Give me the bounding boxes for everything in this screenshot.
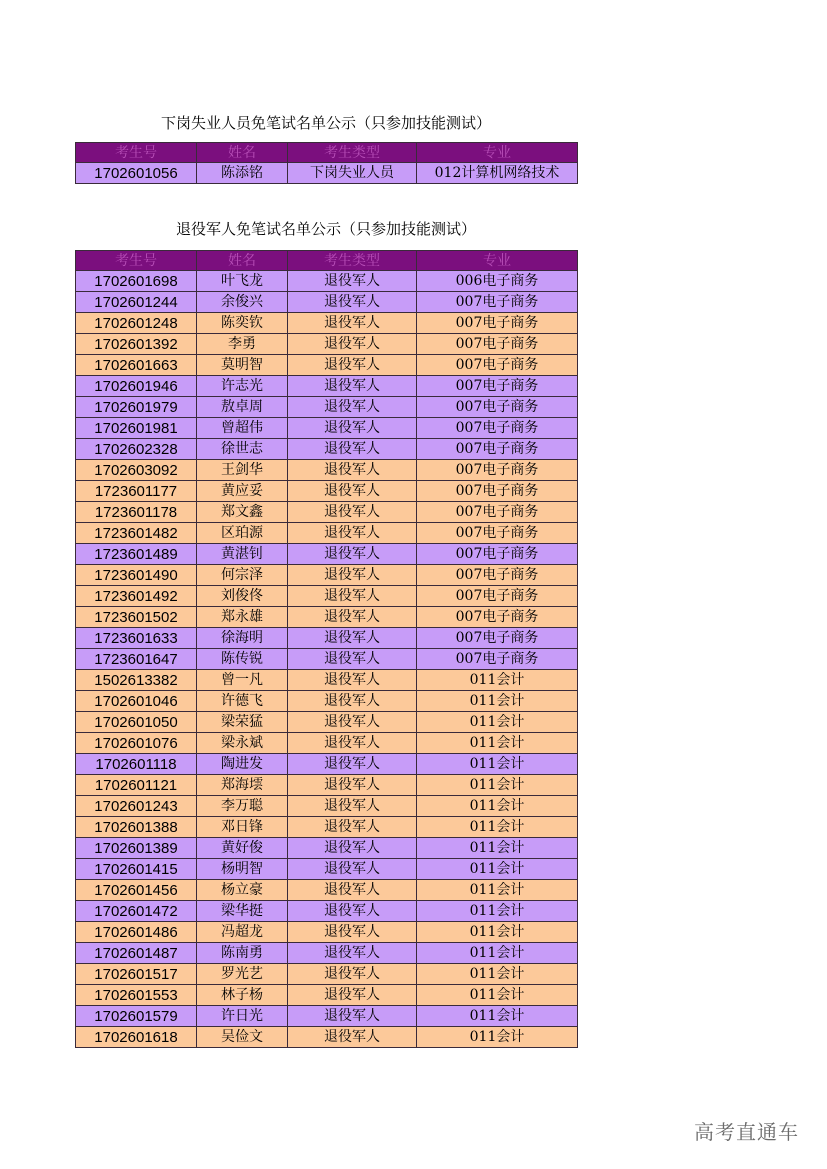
major-cell: 011会计 [417, 1006, 578, 1027]
exam-id-cell: 1702601118 [76, 754, 197, 775]
exam-id-cell: 1723601489 [76, 544, 197, 565]
type-cell: 退役军人 [288, 481, 417, 502]
name-cell: 陈传锐 [197, 649, 288, 670]
name-cell: 郑永雄 [197, 607, 288, 628]
exam-id-cell: 1702601121 [76, 775, 197, 796]
header-type: 考生类型 [288, 143, 417, 163]
major-cell: 011会计 [417, 817, 578, 838]
table-row [76, 1027, 578, 1048]
type-cell: 退役军人 [288, 922, 417, 943]
table-row [76, 712, 578, 733]
type-cell: 退役军人 [288, 586, 417, 607]
name-cell: 邓日锋 [197, 817, 288, 838]
table-row [76, 964, 578, 985]
name-cell: 陈奕钦 [197, 313, 288, 334]
header-major: 专业 [417, 251, 578, 271]
type-cell: 退役军人 [288, 523, 417, 544]
table-row [76, 544, 578, 565]
major-cell: 011会计 [417, 964, 578, 985]
table-row [76, 691, 578, 712]
table-row [76, 418, 578, 439]
name-cell: 许德飞 [197, 691, 288, 712]
name-cell: 郑文鑫 [197, 502, 288, 523]
name-cell: 许志光 [197, 376, 288, 397]
major-cell: 011会计 [417, 838, 578, 859]
header-major: 专业 [417, 143, 578, 163]
exam-id-cell: 1702603092 [76, 460, 197, 481]
type-cell: 退役军人 [288, 901, 417, 922]
major-cell: 011会计 [417, 775, 578, 796]
table-row [76, 313, 578, 334]
type-cell: 退役军人 [288, 838, 417, 859]
type-cell: 退役军人 [288, 796, 417, 817]
exam-id-cell: 1723601647 [76, 649, 197, 670]
name-cell: 曾超伟 [197, 418, 288, 439]
major-cell: 007电子商务 [417, 334, 578, 355]
table-row [76, 1006, 578, 1027]
table-row [76, 796, 578, 817]
section1-title: 下岗失业人员免笔试名单公示（只参加技能测试） [160, 114, 491, 132]
type-cell: 退役军人 [288, 397, 417, 418]
name-cell: 何宗泽 [197, 565, 288, 586]
type-cell: 退役军人 [288, 334, 417, 355]
name-cell: 黄好俊 [197, 838, 288, 859]
name-cell: 莫明智 [197, 355, 288, 376]
table-row [76, 163, 578, 184]
major-cell: 011会计 [417, 880, 578, 901]
table-header-row [76, 251, 578, 271]
exam-id-cell: 1702601663 [76, 355, 197, 376]
exam-id-cell: 1702601456 [76, 880, 197, 901]
major-cell: 007电子商务 [417, 628, 578, 649]
table-row [76, 502, 578, 523]
table-row [76, 460, 578, 481]
veterans-table [75, 250, 578, 1048]
table-row [76, 334, 578, 355]
table-row [76, 271, 578, 292]
type-cell: 退役军人 [288, 355, 417, 376]
exam-id-cell: 1702601046 [76, 691, 197, 712]
name-cell: 叶飞龙 [197, 271, 288, 292]
table-row [76, 523, 578, 544]
name-cell: 徐海明 [197, 628, 288, 649]
major-cell: 011会计 [417, 733, 578, 754]
major-cell: 011会计 [417, 922, 578, 943]
type-cell: 退役军人 [288, 817, 417, 838]
major-cell: 011会计 [417, 985, 578, 1006]
type-cell: 退役军人 [288, 460, 417, 481]
name-cell: 梁华挺 [197, 901, 288, 922]
major-cell: 011会计 [417, 712, 578, 733]
header-exam-id: 考生号 [76, 143, 197, 163]
exam-id-cell: 1702601056 [76, 163, 197, 184]
name-cell: 陶进发 [197, 754, 288, 775]
name-cell: 刘俊佟 [197, 586, 288, 607]
name-cell: 曾一凡 [197, 670, 288, 691]
table-row [76, 355, 578, 376]
header-name: 姓名 [197, 251, 288, 271]
type-cell: 退役军人 [288, 271, 417, 292]
major-cell: 007电子商务 [417, 502, 578, 523]
table-row [76, 922, 578, 943]
table-row [76, 670, 578, 691]
name-cell: 陈添铭 [197, 163, 288, 184]
type-cell: 退役军人 [288, 418, 417, 439]
section2-title: 退役军人免笔试名单公示（只参加技能测试） [175, 220, 476, 238]
table-row [76, 733, 578, 754]
major-cell: 011会计 [417, 859, 578, 880]
major-cell: 007电子商务 [417, 523, 578, 544]
exam-id-cell: 1702601050 [76, 712, 197, 733]
name-cell: 李万聪 [197, 796, 288, 817]
major-cell: 007电子商务 [417, 397, 578, 418]
type-cell: 退役军人 [288, 670, 417, 691]
name-cell: 梁荣猛 [197, 712, 288, 733]
table-header-row [76, 143, 578, 163]
exam-id-cell: 1723601492 [76, 586, 197, 607]
exam-id-cell: 1723601482 [76, 523, 197, 544]
major-cell: 007电子商务 [417, 418, 578, 439]
header-exam-id: 考生号 [76, 251, 197, 271]
major-cell: 007电子商务 [417, 313, 578, 334]
unemployed-table [75, 142, 578, 184]
exam-id-cell: 1502613382 [76, 670, 197, 691]
type-cell: 下岗失业人员 [288, 163, 417, 184]
type-cell: 退役军人 [288, 943, 417, 964]
table-row [76, 376, 578, 397]
name-cell: 王剑华 [197, 460, 288, 481]
exam-id-cell: 1723601178 [76, 502, 197, 523]
type-cell: 退役军人 [288, 985, 417, 1006]
major-cell: 011会计 [417, 796, 578, 817]
major-cell: 007电子商务 [417, 292, 578, 313]
major-cell: 007电子商务 [417, 355, 578, 376]
table-row [76, 985, 578, 1006]
major-cell: 007电子商务 [417, 376, 578, 397]
type-cell: 退役军人 [288, 313, 417, 334]
type-cell: 退役军人 [288, 964, 417, 985]
name-cell: 郑海墵 [197, 775, 288, 796]
exam-id-cell: 1702601486 [76, 922, 197, 943]
exam-id-cell: 1702601517 [76, 964, 197, 985]
type-cell: 退役军人 [288, 733, 417, 754]
major-cell: 011会计 [417, 754, 578, 775]
table-row [76, 565, 578, 586]
major-cell: 011会计 [417, 1027, 578, 1048]
exam-id-cell: 1702601618 [76, 1027, 197, 1048]
name-cell: 许日光 [197, 1006, 288, 1027]
table-row [76, 649, 578, 670]
exam-id-cell: 1702601243 [76, 796, 197, 817]
name-cell: 杨立豪 [197, 880, 288, 901]
name-cell: 余俊兴 [197, 292, 288, 313]
table-row [76, 481, 578, 502]
type-cell: 退役军人 [288, 775, 417, 796]
type-cell: 退役军人 [288, 754, 417, 775]
type-cell: 退役军人 [288, 1027, 417, 1048]
exam-id-cell: 1702601979 [76, 397, 197, 418]
major-cell: 007电子商务 [417, 649, 578, 670]
name-cell: 黄应妥 [197, 481, 288, 502]
type-cell: 退役军人 [288, 544, 417, 565]
major-cell: 007电子商务 [417, 586, 578, 607]
table-row [76, 775, 578, 796]
type-cell: 退役军人 [288, 565, 417, 586]
major-cell: 007电子商务 [417, 460, 578, 481]
table-row [76, 817, 578, 838]
type-cell: 退役军人 [288, 859, 417, 880]
exam-id-cell: 1702601244 [76, 292, 197, 313]
name-cell: 杨明智 [197, 859, 288, 880]
major-cell: 011会计 [417, 901, 578, 922]
type-cell: 退役军人 [288, 880, 417, 901]
type-cell: 退役军人 [288, 292, 417, 313]
watermark: 高考直通车 [694, 1120, 799, 1144]
major-cell: 011会计 [417, 670, 578, 691]
major-cell: 007电子商务 [417, 439, 578, 460]
exam-id-cell: 1702601472 [76, 901, 197, 922]
exam-id-cell: 1702601388 [76, 817, 197, 838]
major-cell: 007电子商务 [417, 481, 578, 502]
name-cell: 陈南勇 [197, 943, 288, 964]
name-cell: 吴俭文 [197, 1027, 288, 1048]
major-cell: 006电子商务 [417, 271, 578, 292]
table-row [76, 859, 578, 880]
type-cell: 退役军人 [288, 607, 417, 628]
type-cell: 退役军人 [288, 1006, 417, 1027]
table-row [76, 754, 578, 775]
type-cell: 退役军人 [288, 628, 417, 649]
name-cell: 黄湛钊 [197, 544, 288, 565]
exam-id-cell: 1702601389 [76, 838, 197, 859]
exam-id-cell: 1723601177 [76, 481, 197, 502]
name-cell: 林子杨 [197, 985, 288, 1006]
major-cell: 007电子商务 [417, 607, 578, 628]
type-cell: 退役军人 [288, 439, 417, 460]
type-cell: 退役军人 [288, 502, 417, 523]
major-cell: 011会计 [417, 943, 578, 964]
exam-id-cell: 1723601633 [76, 628, 197, 649]
type-cell: 退役军人 [288, 649, 417, 670]
name-cell: 徐世志 [197, 439, 288, 460]
table-row [76, 901, 578, 922]
type-cell: 退役军人 [288, 376, 417, 397]
table-row [76, 292, 578, 313]
name-cell: 敖卓周 [197, 397, 288, 418]
name-cell: 冯超龙 [197, 922, 288, 943]
table-row [76, 607, 578, 628]
table-row [76, 880, 578, 901]
major-cell: 012计算机网络技术 [417, 163, 578, 184]
type-cell: 退役军人 [288, 712, 417, 733]
table-row [76, 397, 578, 418]
name-cell: 李勇 [197, 334, 288, 355]
table-row [76, 838, 578, 859]
table-row [76, 628, 578, 649]
exam-id-cell: 1702601248 [76, 313, 197, 334]
exam-id-cell: 1723601490 [76, 565, 197, 586]
major-cell: 011会计 [417, 691, 578, 712]
type-cell: 退役军人 [288, 691, 417, 712]
name-cell: 区珀源 [197, 523, 288, 544]
major-cell: 007电子商务 [417, 565, 578, 586]
table-row [76, 439, 578, 460]
exam-id-cell: 1702601076 [76, 733, 197, 754]
exam-id-cell: 1702601579 [76, 1006, 197, 1027]
exam-id-cell: 1702601415 [76, 859, 197, 880]
header-type: 考生类型 [288, 251, 417, 271]
exam-id-cell: 1702601981 [76, 418, 197, 439]
name-cell: 梁永斌 [197, 733, 288, 754]
major-cell: 007电子商务 [417, 544, 578, 565]
exam-id-cell: 1702602328 [76, 439, 197, 460]
exam-id-cell: 1702601392 [76, 334, 197, 355]
table-row [76, 943, 578, 964]
name-cell: 罗光艺 [197, 964, 288, 985]
header-name: 姓名 [197, 143, 288, 163]
exam-id-cell: 1702601553 [76, 985, 197, 1006]
table-row [76, 586, 578, 607]
exam-id-cell: 1723601502 [76, 607, 197, 628]
exam-id-cell: 1702601946 [76, 376, 197, 397]
exam-id-cell: 1702601487 [76, 943, 197, 964]
exam-id-cell: 1702601698 [76, 271, 197, 292]
